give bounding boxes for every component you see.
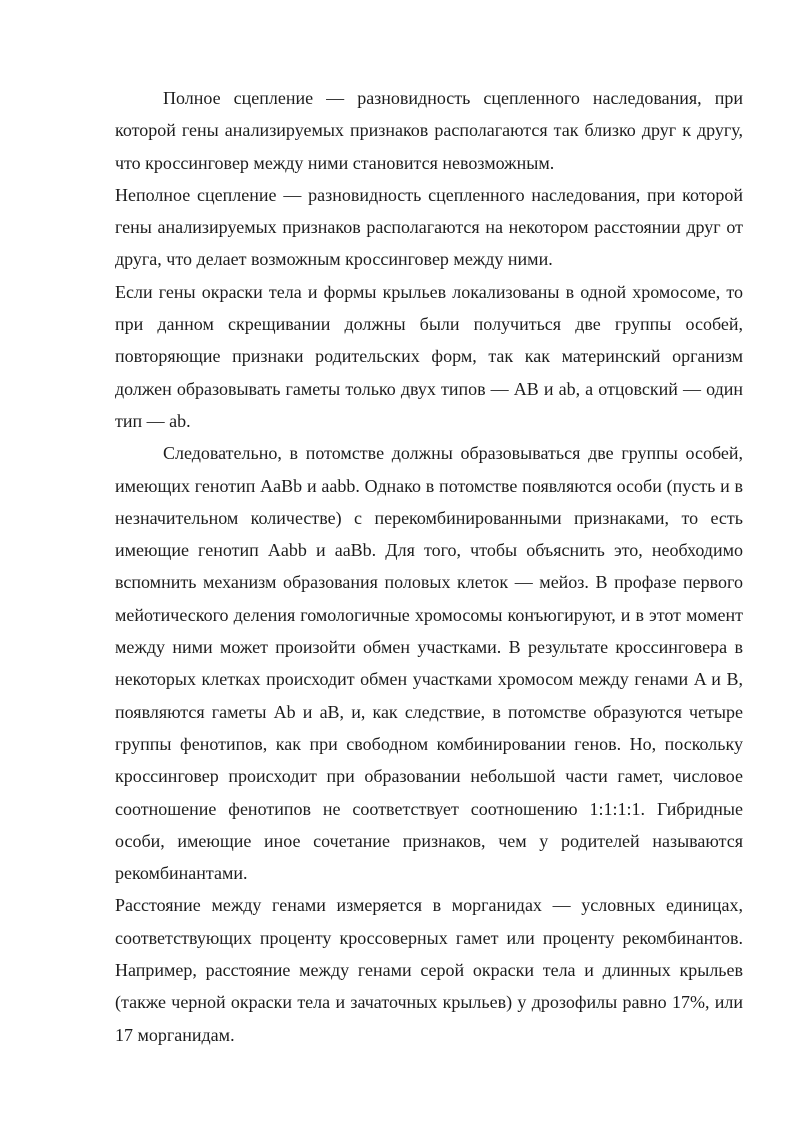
paragraph-crossing-over: Следовательно, в потомстве должны образовываться две группы особей, имеющих генотип AaBb и aabb. Однако в потомстве появляются особи (пусть и в незначительном количестве) с перекомбинированными признаками, то есть имеющие генотип Aabb и aaBb. Для того, чтобы объяснить это, необходимо вспомнить механизм образования половых клеток — мейоз. В профазе первого мейотического деления гомологичные хромосомы конъюгируют, и в этот момент между ними может произойти обмен участками. В результате кроссинговера в некоторых клетках происходит обмен участками хромосом между генами A и B, появляются гаметы Ab и aB, и, как следствие, в потомстве образуются четыре группы фенотипов, как при свободном комбинировании генов. Но, поскольку кроссинговер происходит при образовании небольшой части гамет, числовое соотношение фенотипов не соответствует соотношению 1:1:1:1. Гибридные особи, имеющие иное сочетание признаков, чем у родителей называются рекомбинантами. xyxy=(115,443,743,884)
document-page xyxy=(115,82,743,1051)
paragraph-complete-linkage: Полное сцепление — разновидность сцепленного наследования, при которой гены анализируемых признаков располагаются так близко друг к другу, что кроссинговер между ними становится невозможным. xyxy=(115,88,743,173)
paragraph-morganids: Расстояние между генами измеряется в морганидах — условных единицах, соответствующих проценту кроссоверных гамет или проценту рекомбинантов. Например, расстояние между генами серой окраски тела и длинных крыльев (также черной окраски тела и зачаточных крыльев) у дрозофилы равно 17%, или 17 морганидам. xyxy=(115,895,743,1045)
paragraph-incomplete-linkage: Неполное сцепление — разновидность сцепленного наследования, при которой гены анализируемых признаков располагаются на некотором расстоянии друг от друга, что делает возможным кроссинговер между ними. xyxy=(115,184,743,270)
paragraph-gene-localization: Если гены окраски тела и формы крыльев локализованы в одной хромосоме, то при данном скрещивании должны были получиться две группы особей, повторяющие признаки родительских форм, так как материнский организм должен образовывать гаметы только двух типов — AB и ab, а отцовский — один тип — ab. xyxy=(115,281,743,431)
